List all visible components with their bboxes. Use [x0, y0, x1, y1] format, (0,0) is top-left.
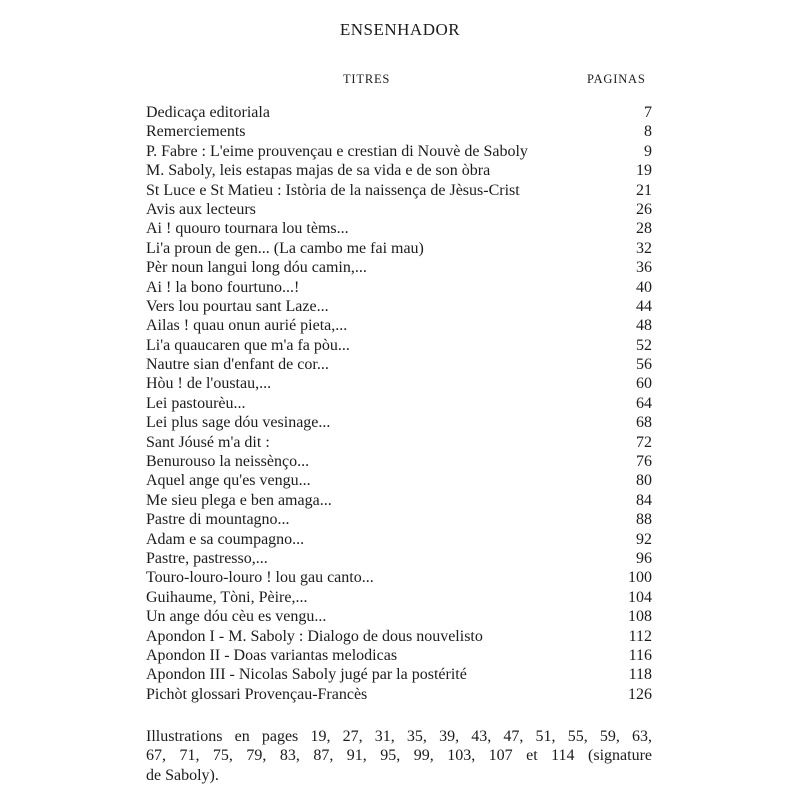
- toc-entry-title: Apondon I - M. Saboly : Dialogo de dous nouvelisto: [146, 627, 483, 645]
- toc-entry: [146, 316, 652, 335]
- toc-entry-title: Remerciements: [146, 123, 246, 141]
- toc-entry-page: 44: [636, 297, 652, 315]
- column-header-pages: PAGINAS: [587, 72, 646, 86]
- toc-entry-page: 60: [636, 375, 652, 393]
- toc-entry-title: Touro-louro-louro ! lou gau canto...: [146, 569, 374, 587]
- toc-entry: [146, 568, 652, 587]
- toc-entry-page: 88: [636, 511, 652, 529]
- toc-entry-page: 36: [636, 259, 652, 277]
- toc-entry-title: Lei plus sage dóu vesinage...: [146, 414, 331, 432]
- toc-entry-page: 52: [636, 336, 652, 354]
- toc-entry-page: 26: [636, 200, 652, 218]
- toc-entry-title: P. Fabre : L'eime prouvençau e crestian di Nouvè de Saboly: [146, 142, 528, 160]
- toc-entry-page: 8: [644, 123, 652, 141]
- table-of-contents: [146, 103, 652, 704]
- toc-entry-page: 104: [628, 588, 652, 606]
- toc-entry-page: 28: [636, 220, 652, 238]
- toc-entry-title: Adam e sa coumpagno...: [146, 530, 305, 548]
- toc-entry-page: 32: [636, 239, 652, 257]
- toc-entry: [146, 433, 652, 452]
- toc-entry-title: Me sieu plega e ben amaga...: [146, 491, 332, 509]
- toc-entry-page: 56: [636, 356, 652, 374]
- toc-entry-title: M. Saboly, leis estapas majas de sa vida e de son òbra: [146, 162, 491, 180]
- toc-entry: [146, 142, 652, 161]
- toc-entry: [146, 181, 652, 200]
- toc-entry-page: 80: [636, 472, 652, 490]
- illustrations-line-1: Illustrations en pages 19, 27, 31, 35, 39, 43, 47, 51, 55, 59, 63,: [146, 728, 652, 745]
- toc-entry-title: Pastre, pastresso,...: [146, 549, 268, 567]
- toc-entry: [146, 530, 652, 549]
- toc-entry-title: Li'a proun de gen... (La cambo me fai mau): [146, 239, 424, 257]
- illustrations-line-2: 67, 71, 75, 79, 83, 87, 91, 95, 99, 103, 107 et 114 (signature: [146, 747, 652, 765]
- toc-entry: [146, 685, 652, 704]
- toc-entry: [146, 510, 652, 529]
- toc-entry: [146, 103, 652, 122]
- toc-entry: [146, 394, 652, 413]
- toc-entry: [146, 665, 652, 684]
- toc-entry-page: 72: [636, 433, 652, 451]
- toc-entry-title: Ai ! quouro tournara lou tèms...: [146, 220, 349, 238]
- toc-entry: [146, 336, 652, 355]
- toc-entry-page: 48: [636, 317, 652, 335]
- toc-entry: [146, 278, 652, 297]
- toc-entry-page: 19: [636, 162, 652, 180]
- toc-entry-title: Pèr noun langui long dóu camin,...: [146, 259, 367, 277]
- toc-entry-page: 64: [636, 394, 652, 412]
- toc-entry: [146, 413, 652, 432]
- toc-entry-title: Ailas ! quau onun aurié pieta,...: [146, 317, 348, 335]
- toc-entry-title: Apondon III - Nicolas Saboly jugé par la postérité: [146, 666, 467, 684]
- toc-entry-title: Avis aux lecteurs: [146, 200, 256, 218]
- toc-entry-title: Un ange dóu cèu es vengu...: [146, 608, 327, 626]
- toc-entry: [146, 491, 652, 510]
- toc-entry: [146, 549, 652, 568]
- toc-entry-page: 112: [628, 627, 652, 645]
- toc-entry-page: 108: [628, 608, 652, 626]
- toc-entry-title: Pastre di mountagno...: [146, 511, 290, 529]
- toc-entry-page: 7: [644, 104, 652, 121]
- toc-entry: [146, 588, 652, 607]
- toc-entry-title: Sant Jóusé m'a dit :: [146, 433, 270, 451]
- toc-entry: [146, 452, 652, 471]
- toc-entry: [146, 200, 652, 219]
- toc-entry-title: Apondon II - Doas variantas melodicas: [146, 646, 398, 664]
- toc-entry: [146, 374, 652, 393]
- toc-entry-title: Li'a quaucaren que m'a fa pòu...: [146, 336, 350, 354]
- illustrations-note: [146, 727, 652, 785]
- toc-entry-page: 84: [636, 491, 652, 509]
- toc-entry-page: 92: [636, 530, 652, 548]
- toc-entry-page: 116: [628, 646, 652, 664]
- toc-entry-title: Nautre sian d'enfant de cor...: [146, 356, 329, 374]
- toc-entry-title: Ai ! la bono fourtuno...!: [146, 278, 300, 296]
- toc-entry-title: Lei pastourèu...: [146, 394, 246, 412]
- toc-entry-page: 9: [644, 142, 652, 160]
- toc-entry-title: Dedicaça editoriala: [146, 104, 270, 121]
- toc-entry-title: Vers lou pourtau sant Laze...: [146, 297, 329, 315]
- column-header-titles: TITRES: [343, 72, 391, 86]
- toc-entry: [146, 122, 652, 141]
- toc-entry-page: 76: [636, 453, 652, 471]
- toc-entry: [146, 607, 652, 626]
- toc-entry-title: St Luce e St Matieu : Istòria de la naissença de Jèsus-Crist: [146, 181, 520, 199]
- toc-entry-title: Pichòt glossari Provençau-Francès: [146, 685, 368, 703]
- toc-entry-title: Aquel ange qu'es vengu...: [146, 472, 311, 490]
- toc-entry: [146, 161, 652, 180]
- toc-entry-title: Hòu ! de l'oustau,...: [146, 375, 272, 393]
- illustrations-line-3: de Saboly).: [146, 766, 219, 784]
- toc-entry-page: 118: [628, 666, 652, 684]
- toc-entry: [146, 646, 652, 665]
- toc-entry: [146, 239, 652, 258]
- toc-entry-page: 21: [636, 181, 652, 199]
- toc-entry-page: 40: [636, 278, 652, 296]
- toc-entry-title: Benurouso la neissènço...: [146, 453, 310, 471]
- toc-entry-page: 126: [628, 685, 652, 703]
- toc-entry-page: 96: [636, 549, 652, 567]
- toc-entry: [146, 627, 652, 646]
- toc-entry: [146, 471, 652, 490]
- toc-entry-page: 68: [636, 414, 652, 432]
- toc-entry: [146, 297, 652, 316]
- toc-entry: [146, 219, 652, 238]
- toc-entry-page: 100: [628, 569, 652, 587]
- toc-entry: [146, 355, 652, 374]
- page-title: ENSENHADOR: [339, 20, 461, 39]
- toc-entry: [146, 258, 652, 277]
- toc-entry-title: Guihaume, Tòni, Pèire,...: [146, 588, 308, 606]
